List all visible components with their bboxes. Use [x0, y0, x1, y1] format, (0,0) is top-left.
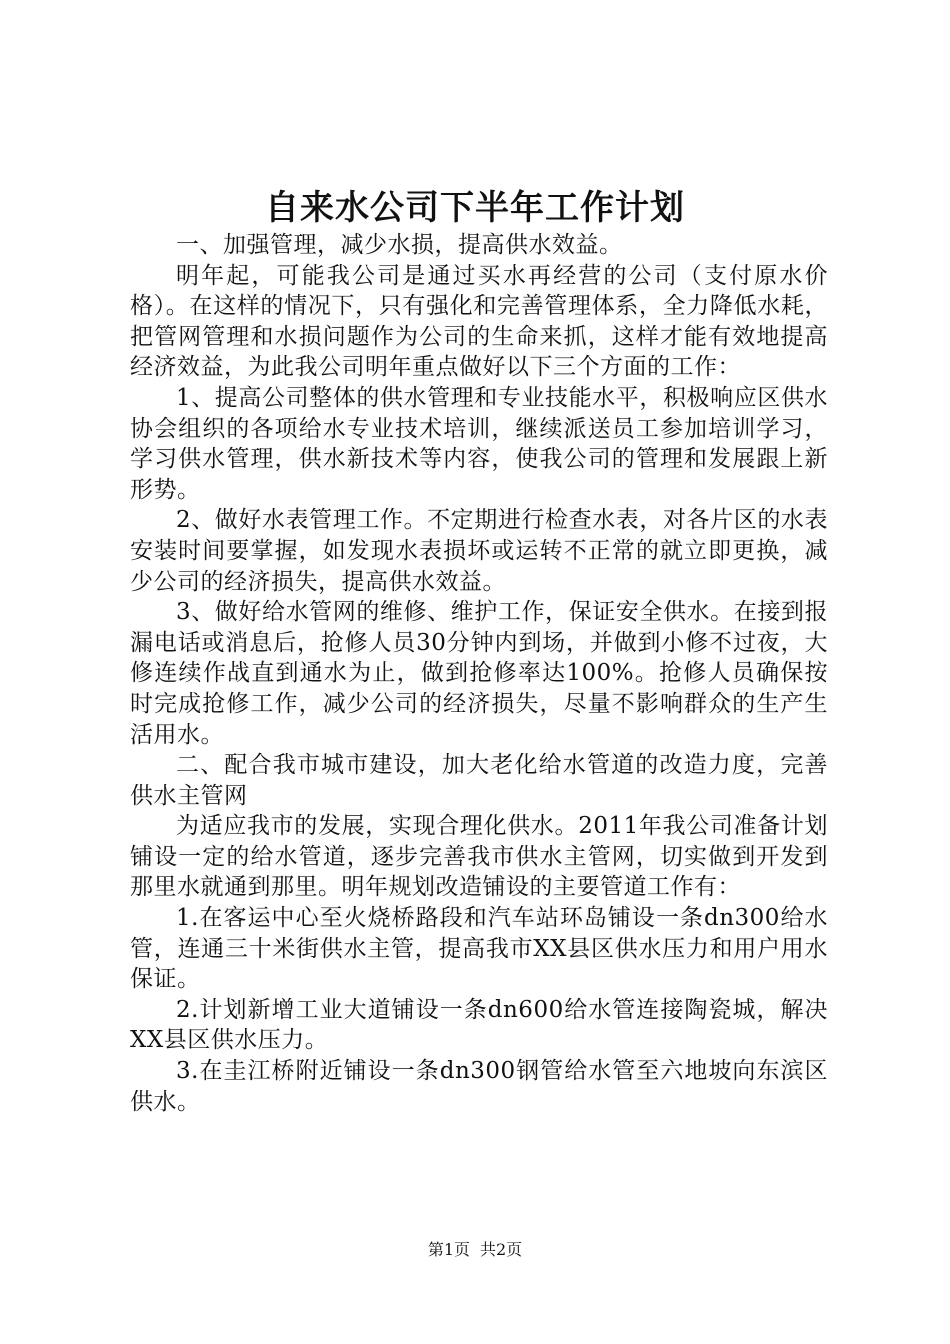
paragraph-intro: 明年起，可能我公司是通过买水再经营的公司（支付原水价格）。在这样的情况下，只有强化和完善管理体系，全力降低水耗，把管网管理和水损问题作为公司的生命来抓，这样才能有效地提高经济效益，为此我公司明年重点做好以下三个方面的工作： [130, 262, 828, 381]
paragraph-section-1-heading: 一、加强管理，减少水损，提高供水效益。 [176, 232, 623, 258]
paragraph-section-2-heading: 二、配合我市城市建设，加大老化给水管道的改造力度，完善供水主管网 [130, 752, 828, 809]
paragraph-item-3: 3、做好给水管网的维修、维护工作，保证安全供水。在接到报漏电话或消息后，抢修人员30分钟内到场，并做到小修不过夜，大修连续作战直到通水为止，做到抢修率达100%。抢修人员确保按时完成抢修工作，减少公司的经济损失，尽量不影响群众的生产生活用水。 [130, 599, 828, 748]
paragraph-item-1: 1、提高公司整体的供水管理和专业技能水平，积极响应区供水协会组织的各项给水专业技术培训，继续派送员工参加培训学习，学习供水管理，供水新技术等内容，使我公司的管理和发展跟上新形势。 [130, 384, 828, 503]
paragraph-item-2: 2、做好水表管理工作。不定期进行检查水表，对各片区的水表安装时间要掌握，如发现水表损坏或运转不正常的就立即更换，减少公司的经济损失，提高供水效益。 [130, 507, 828, 595]
paragraph-plan-item-2: 2.计划新增工业大道铺设一条dn600给水管连接陶瓷城，解决XX县区供水压力。 [130, 996, 828, 1054]
paragraph-plan-item-3: 3.在圭江桥附近铺设一条dn300钢管给水管至六地坡向东滨区供水。 [130, 1058, 828, 1115]
page-number: 第1页 [427, 1240, 470, 1259]
page-total: 共2页 [480, 1240, 523, 1259]
document-title: 自来水公司下半年工作计划 [265, 188, 685, 228]
paragraph-plan-intro: 为适应我市的发展，实现合理化供水。2011年我公司准备计划铺设一定的给水管道，逐步完善我市供水主管网，切实做到开发到那里水就通到那里。明年规划改造铺设的主要管道工作有： [130, 813, 828, 901]
page-footer [0, 1238, 950, 1262]
paragraph-plan-item-1: 1.在客运中心至火烧桥路段和汽车站环岛铺设一条dn300给水管，连通三十米街供水主管，提高我市XX县区供水压力和用户用水保证。 [130, 905, 828, 993]
document-body [130, 230, 828, 1117]
